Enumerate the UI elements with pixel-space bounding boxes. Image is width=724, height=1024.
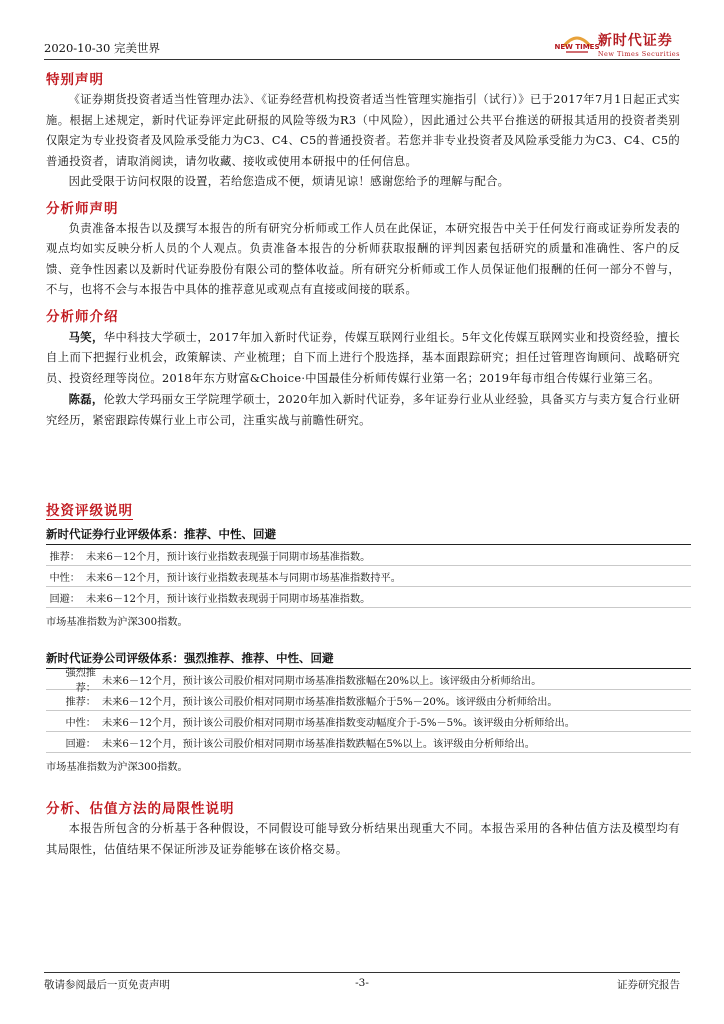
- rating-label: 中性：: [49, 572, 80, 584]
- analyst-statement-title: 分析师声明: [46, 200, 119, 217]
- rating-label: 推荐：: [49, 551, 80, 563]
- rating-label: 回避：: [65, 738, 96, 750]
- analyst-2-bio: 伦敦大学玛丽女王学院理学硕士，2020年加入新时代证券，多年证券行业从业经验，具备买方与卖方复合行业研究经历，紧密跟踪传媒行业上市公司，注重实战与前瞻性研究。: [46, 393, 680, 427]
- rating-label: 中性：: [65, 717, 96, 729]
- analyst-1-name: 马笑，: [68, 329, 104, 344]
- table-row: [46, 711, 691, 732]
- limitations-title: 分析、估值方法的局限性说明: [46, 801, 235, 817]
- logo-mark-icon: [554, 32, 600, 56]
- industry-rating-table: [46, 526, 680, 628]
- footer-report-type: 证券研究报告: [617, 979, 680, 991]
- header-company: 完美世界: [113, 41, 160, 55]
- footer-page-number: -3-: [355, 977, 369, 989]
- special-statement-title: 特别声明: [46, 72, 104, 88]
- table-row: [46, 732, 691, 753]
- rating-label: 回避：: [49, 593, 80, 605]
- rating-desc: 未来6－12个月，预计该行业指数表现基本与同期市场基准指数持平。: [86, 572, 401, 584]
- rating-label: 强烈推荐：: [65, 668, 96, 694]
- footer-divider: [44, 972, 680, 973]
- rating-desc: 未来6－12个月，预计该公司股价相对同期市场基准指数跌幅在5%以上。该评级由分析师给出。: [102, 738, 535, 750]
- company-rating-note: 市场基准指数为沪深300指数。: [46, 762, 188, 773]
- rating-label: 推荐：: [65, 696, 96, 708]
- table-row: [46, 587, 691, 608]
- page-header: [44, 28, 680, 58]
- industry-rating-note: 市场基准指数为沪深300指数。: [46, 617, 188, 628]
- rating-desc: 未来6－12个月，预计该公司股价相对同期市场基准指数变动幅度介于-5%－5%。该评级由分析师给出。: [102, 717, 575, 729]
- table-row: [46, 545, 691, 566]
- page-content: [46, 64, 680, 860]
- table-row: [46, 690, 691, 711]
- rating-title: 投资评级说明: [46, 499, 133, 520]
- logo-en: New Times Securities: [597, 50, 680, 58]
- special-statement-p2: 因此受限于访问权限的设置，若给您造成不便，烦请见谅！感谢您给予的理解与配合。: [68, 175, 510, 188]
- analyst-2-name: 陈磊，: [68, 392, 104, 406]
- rating-desc: 未来6－12个月，预计该行业指数表现强于同期市场基准指数。: [86, 551, 371, 563]
- analyst-statement-p1: 负责准备本报告以及撰写本报告的所有研究分析师或工作人员在此保证，本研究报告中关于任何发行商或证券所发表的观点均如实反映分析人员的个人观点。负责准备本报告的分析师获取报酬的评判因素包括研究的质量和准确性、客户的反馈、竞争性因素以及新时代证券股份有限公司的整体收益。所有研究分析师或工作人员保证他们报酬的任何一部分不曾与，不与，也将不会与本报告中具体的推荐意见或观点有直接或间接的联系。: [46, 221, 680, 296]
- rating-desc: 未来6－12个月，预计该公司股价相对同期市场基准指数涨幅在20%以上。该评级由分析师给出。: [102, 675, 542, 687]
- header-divider: [44, 59, 680, 60]
- industry-rating-heading: 新时代证券行业评级体系：推荐、中性、回避: [46, 526, 691, 545]
- analyst-intro-title: 分析师介绍: [46, 308, 119, 325]
- analyst-intro-a1: [46, 327, 680, 390]
- header-date: 2020-10-30: [44, 41, 111, 55]
- header-date-company: [44, 40, 160, 56]
- limitations-p1: 本报告所包含的分析基于各种假设，不同假设可能导致分析结果出现重大不同。本报告采用的各种估值方法及模型均有其局限性，估值结果不保证所涉及证券能够在该价格交易。: [46, 822, 680, 856]
- special-statement-p1: 《证券期货投资者适当性管理办法》、《证券经营机构投资者适当性管理实施指引（试行）》已于2017年7月1日起正式实施。根据上述规定，新时代证券评定此研报的风险等级为R3（中风险），因此通过公共平台推送的研报其适用的投资者类别仅限定为专业投资者及风险承受能力为C3、C4、C5的普通投资者。若您并非专业投资者及风险承受能力为C3、C4、C5的普通投资者，请取消阅读，请勿收藏、接收或使用本研报中的任何信息。: [46, 93, 680, 168]
- footer-disclaimer-link: 敬请参阅最后一页免责声明: [44, 979, 170, 991]
- table-row: [46, 668, 691, 694]
- company-rating-table: [46, 650, 680, 773]
- company-logo: [554, 30, 680, 58]
- rating-desc: 未来6－12个月，预计该行业指数表现弱于同期市场基准指数。: [86, 593, 371, 605]
- logo-mark-text: NEW TIMES: [554, 43, 600, 51]
- rating-desc: 未来6－12个月，预计该公司股价相对同期市场基准指数涨幅介于5%－20%。该评级由分析师给出。: [102, 696, 558, 708]
- analyst-1-bio: 华中科技大学硕士，2017年加入新时代证券，传媒互联网行业组长。5年文化传媒互联网实业和投资经验，擅长自上而下把握行业机会，政策解读、产业梳理；自下而上进行个股选择，基本面跟踪研究；担任过管理咨询顾问、战略研究员、投资经理等岗位。2018年东方财富&Choice·中国最佳分析师传媒行业第一名；2019年每市组合传媒行业第三名。: [46, 330, 680, 385]
- logo-cn: 新时代证券: [597, 33, 673, 49]
- table-row: [46, 566, 691, 587]
- analyst-intro-a2: [46, 389, 680, 431]
- company-rating-heading: 新时代证券公司评级体系：强烈推荐、推荐、中性、回避: [46, 650, 691, 669]
